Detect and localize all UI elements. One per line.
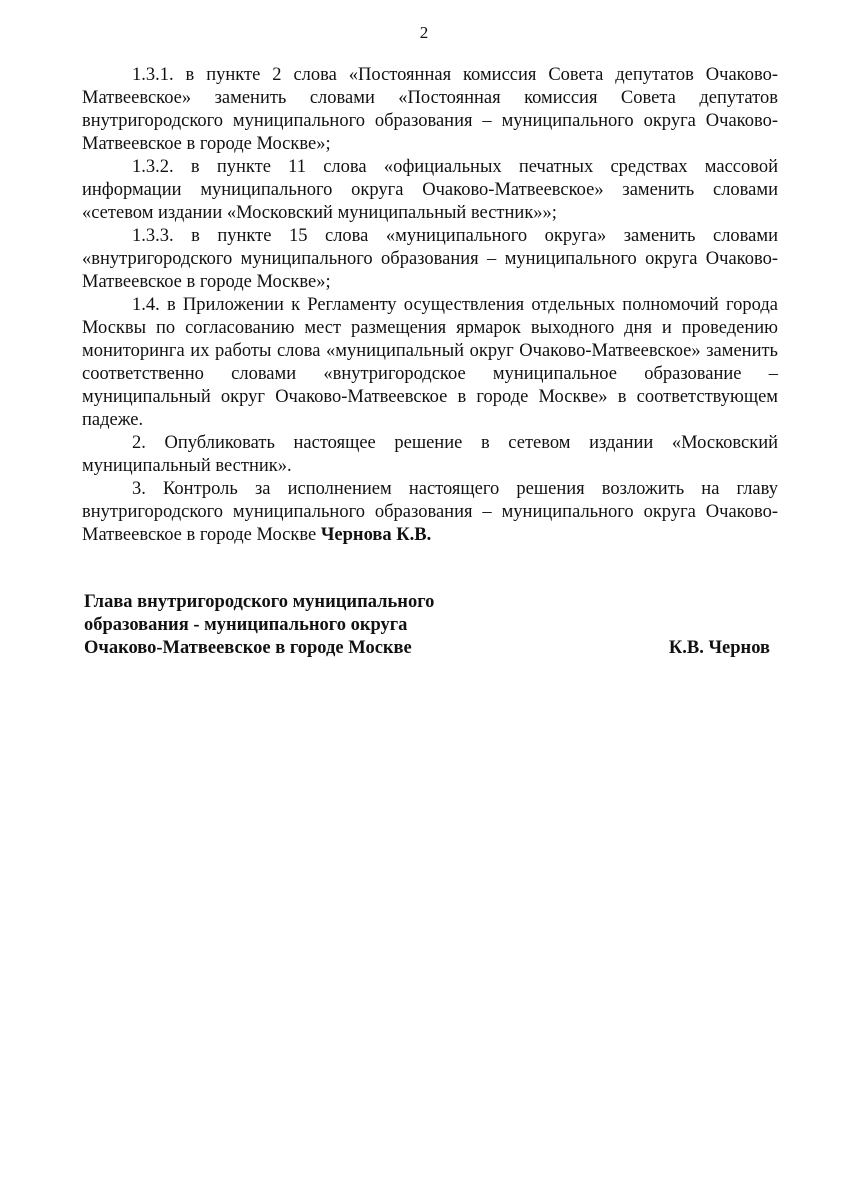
paragraph-3-text: 3. Контроль за исполнением настоящего решения возложить на главу внутригородского муниципального образования – муниципального округа Очаково-Матвеевское в городе Москве: [82, 479, 778, 545]
document-body: [82, 64, 778, 547]
responsible-person: Чернова К.В.: [320, 525, 432, 545]
signature-title-line-1: Глава внутригородского муниципального: [84, 592, 435, 612]
paragraph-3: [82, 478, 778, 547]
paragraph-1-3-1: 1.3.1. в пункте 2 слова «Постоянная комиссия Совета депутатов Очаково-Матвеевское» заменить словами «Постоянная комиссия Совета депутатов внутригородского муниципального образования – муниципального округа Очаково-Матвеевское в городе Москве»;: [82, 65, 778, 154]
paragraph-1-4: 1.4. в Приложении к Регламенту осуществления отдельных полномочий города Москвы по согласованию мест размещения ярмарок выходного дня и проведению мониторинга их работы слова «муниципальный округ Очаково-Матвеевское» заменить соответственно словами «внутригородское муниципальное образование – муниципальный округ Очаково-Матвеевское в городе Москве» в соответствующем падеже.: [82, 295, 778, 430]
paragraph-2: 2. Опубликовать настоящее решение в сетевом издании «Московский муниципальный вестник».: [82, 433, 778, 476]
page-number: 2: [419, 23, 429, 42]
paragraph-1-3-3: 1.3.3. в пункте 15 слова «муниципального округа» заменить словами «внутригородского муниципального образования – муниципального округа Очаково-Матвеевское в городе Москве»;: [82, 226, 778, 292]
paragraph-1-3-2: 1.3.2. в пункте 11 слова «официальных печатных средствах массовой информации муниципального округа Очаково-Матвеевское» заменить словами «сетевом издании «Московский муниципальный вестник»»;: [82, 157, 778, 223]
signature-block: [84, 591, 770, 660]
signature-title-line-3: Очаково-Матвеевское в городе Москве: [84, 638, 412, 658]
signatory-name: К.В. Чернов: [668, 638, 770, 658]
signature-row: [84, 637, 770, 660]
signature-title-line-2: образования - муниципального округа: [84, 615, 408, 635]
